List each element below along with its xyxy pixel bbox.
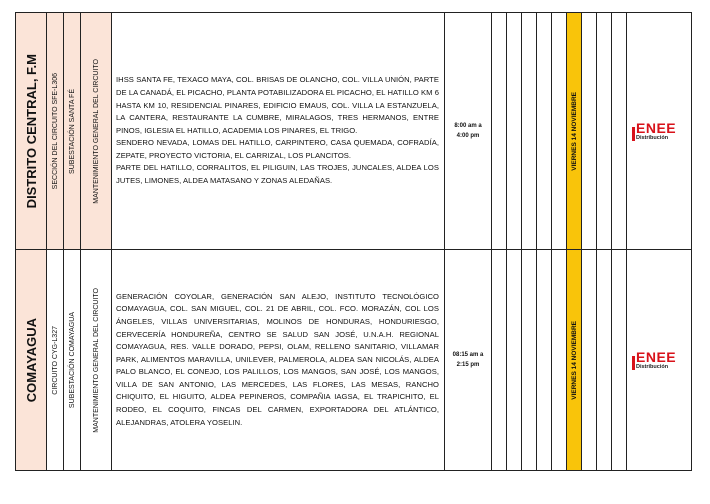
affected-areas	[112, 291, 444, 430]
blank-cell	[552, 250, 567, 471]
enee-logo	[627, 350, 691, 371]
blank-cell	[522, 13, 537, 250]
blank-cell	[492, 250, 507, 471]
circuit-section: CIRCUITO CYG-L327	[51, 325, 59, 395]
blank-cell	[597, 13, 612, 250]
substation-name: SUBESTACIÓN SANTA FÉ	[68, 88, 76, 174]
work-type: MANTENIMIENTO GENERAL DEL CIRCUITO	[92, 58, 100, 204]
blank-cell	[612, 13, 627, 250]
blank-cell	[537, 250, 552, 471]
blank-cell	[492, 13, 507, 250]
substation-cell	[64, 250, 81, 471]
enee-logo-mark-icon	[632, 127, 635, 141]
areas-cell	[112, 13, 445, 250]
logo-subtitle: Distribución	[636, 134, 669, 141]
time-start: 8:00 am a	[454, 123, 482, 129]
substation-name: SUBESTACIÓN COMAYAGUA	[68, 311, 76, 409]
section-cell	[47, 13, 64, 250]
schedule-time	[445, 121, 491, 141]
date-cell	[567, 250, 582, 471]
work-cell	[81, 250, 112, 471]
outage-schedule-table	[15, 12, 692, 471]
zone-cell	[16, 13, 47, 250]
outage-date: VIERNES 14 NOVIEMBRE	[570, 91, 578, 171]
logo-cell	[627, 13, 692, 250]
time-end: 4:00 pm	[456, 133, 480, 139]
substation-cell	[64, 13, 81, 250]
zone-cell	[16, 250, 47, 471]
areas-paragraph: PARTE DEL HATILLO, CORRALITOS, EL PILIGUIN, LAS TROJES, JUNCALES, ALDEA LOS JUTES, LIMONES, ALDEA MATASANO Y ZONAS ALEDAÑAS.	[116, 163, 439, 186]
logo-subtitle: Distribución	[636, 363, 669, 370]
blank-cell	[582, 250, 597, 471]
blank-cell	[597, 250, 612, 471]
time-cell	[445, 13, 492, 250]
outage-date: VIERNES 14 NOVIEMBRE	[570, 320, 578, 400]
schedule-time	[445, 350, 491, 370]
blank-cell	[612, 250, 627, 471]
zone-name: DISTRITO CENTRAL, F.M	[23, 53, 39, 209]
blank-cell	[507, 13, 522, 250]
areas-paragraph: SENDERO NEVADA, LOMAS DEL HATILLO, CARPINTERO, CASA QUEMADA, COFRADÍA, ZEPATE, PROYECTO VICTORIA, EL CARRIZAL, LOS PLANCITOS.	[116, 138, 439, 160]
circuit-section: SECCIÓN DEL CIRCUITO SFE-L306	[51, 72, 59, 190]
areas-cell	[112, 250, 445, 471]
blank-cell	[552, 13, 567, 250]
areas-paragraph: GENERACIÓN COYOLAR, GENERACIÓN SAN ALEJO, INSTITUTO TECNOLÓGICO COMAYAGUA, COL. SAN MIGUEL, COL. 21 DE ABRIL, COL. FCO. MORAZÁN, COL LOS ÁNGELES, VILLAS UNIVERSITARIAS, MOLINOS DE HONDURAS, HONDURIESGO, CERVECERÍA HONDUREÑA, CENTRO SE SALUD SAN JOSÉ, U.N.A.H. REGIONAL COMAYAGUA, RES. VALLE DORADO, PEPSI, OLAM, RELLENO SANITARIO, VILLAMAR PARK, ALIMENTOS MARAVILLA, UNILEVER, PALMEROLA, ALDEA SAN NICOLÁS, ALDEA PALO BLANCO, EL CONEJO, LOS PALILLOS, LOS MANGOS, SAN JOSÉ, LOS MANGOS, VILLA DE SAN ANTONIO, LAS MERCEDES, LAS FLORES, LAS MESAS, RANCHO CHIQUITO, EL HIGUITO, ALDEA PEPINEROS, COMPAÑIA IAGSA, EL TRAPICHITO, EL RODEO, EL COQUITO, FINCAS DEL CARMEN, EXPORTADORA DEL ATLÁNTICO, ALEJANDRAS, ATOLERA YOSELIN.	[116, 291, 439, 427]
logo-wordmark: ENEE	[636, 119, 677, 136]
work-type: MANTENIMIENTO GENERAL DEL CIRCUITO	[92, 287, 100, 433]
time-start: 08:15 am a	[452, 352, 484, 358]
table-row-distrito-central	[16, 13, 692, 250]
affected-areas	[112, 74, 444, 187]
areas-paragraph: IHSS SANTA FE, TEXACO MAYA, COL. BRISAS DE OLANCHO, COL. VILLA UNIÓN, PARTE DE LA CANADÁ, EL PICACHO, PLANTA POTABILIZADORA EL PICACHO, EL HATILLO KM 6 HASTA KM 10, RESIDENCIAL PINARES, EDIFICIO EMAUS, COL. VILLA LA ESTANZUELA, LA CANTERA, RESTAURANTE LA CUMBRE, MIRALAGOS, TRES HERMANOS, ENTRE PINOS, IGLESIA EL HATILLO, ACADEMIA LOS PINARES, EL TRIGO.	[116, 75, 439, 135]
section-cell	[47, 250, 64, 471]
enee-logo	[627, 121, 691, 142]
time-end: 2:15 pm	[456, 362, 480, 368]
logo-cell	[627, 250, 692, 471]
blank-cell	[537, 13, 552, 250]
blank-cell	[582, 13, 597, 250]
date-cell	[567, 13, 582, 250]
table-row-comayagua	[16, 250, 692, 471]
time-cell	[445, 250, 492, 471]
enee-logo-mark-icon	[632, 356, 635, 370]
blank-cell	[507, 250, 522, 471]
work-cell	[81, 13, 112, 250]
blank-cell	[522, 250, 537, 471]
logo-wordmark: ENEE	[636, 348, 677, 365]
zone-name: COMAYAGUA	[23, 317, 39, 403]
